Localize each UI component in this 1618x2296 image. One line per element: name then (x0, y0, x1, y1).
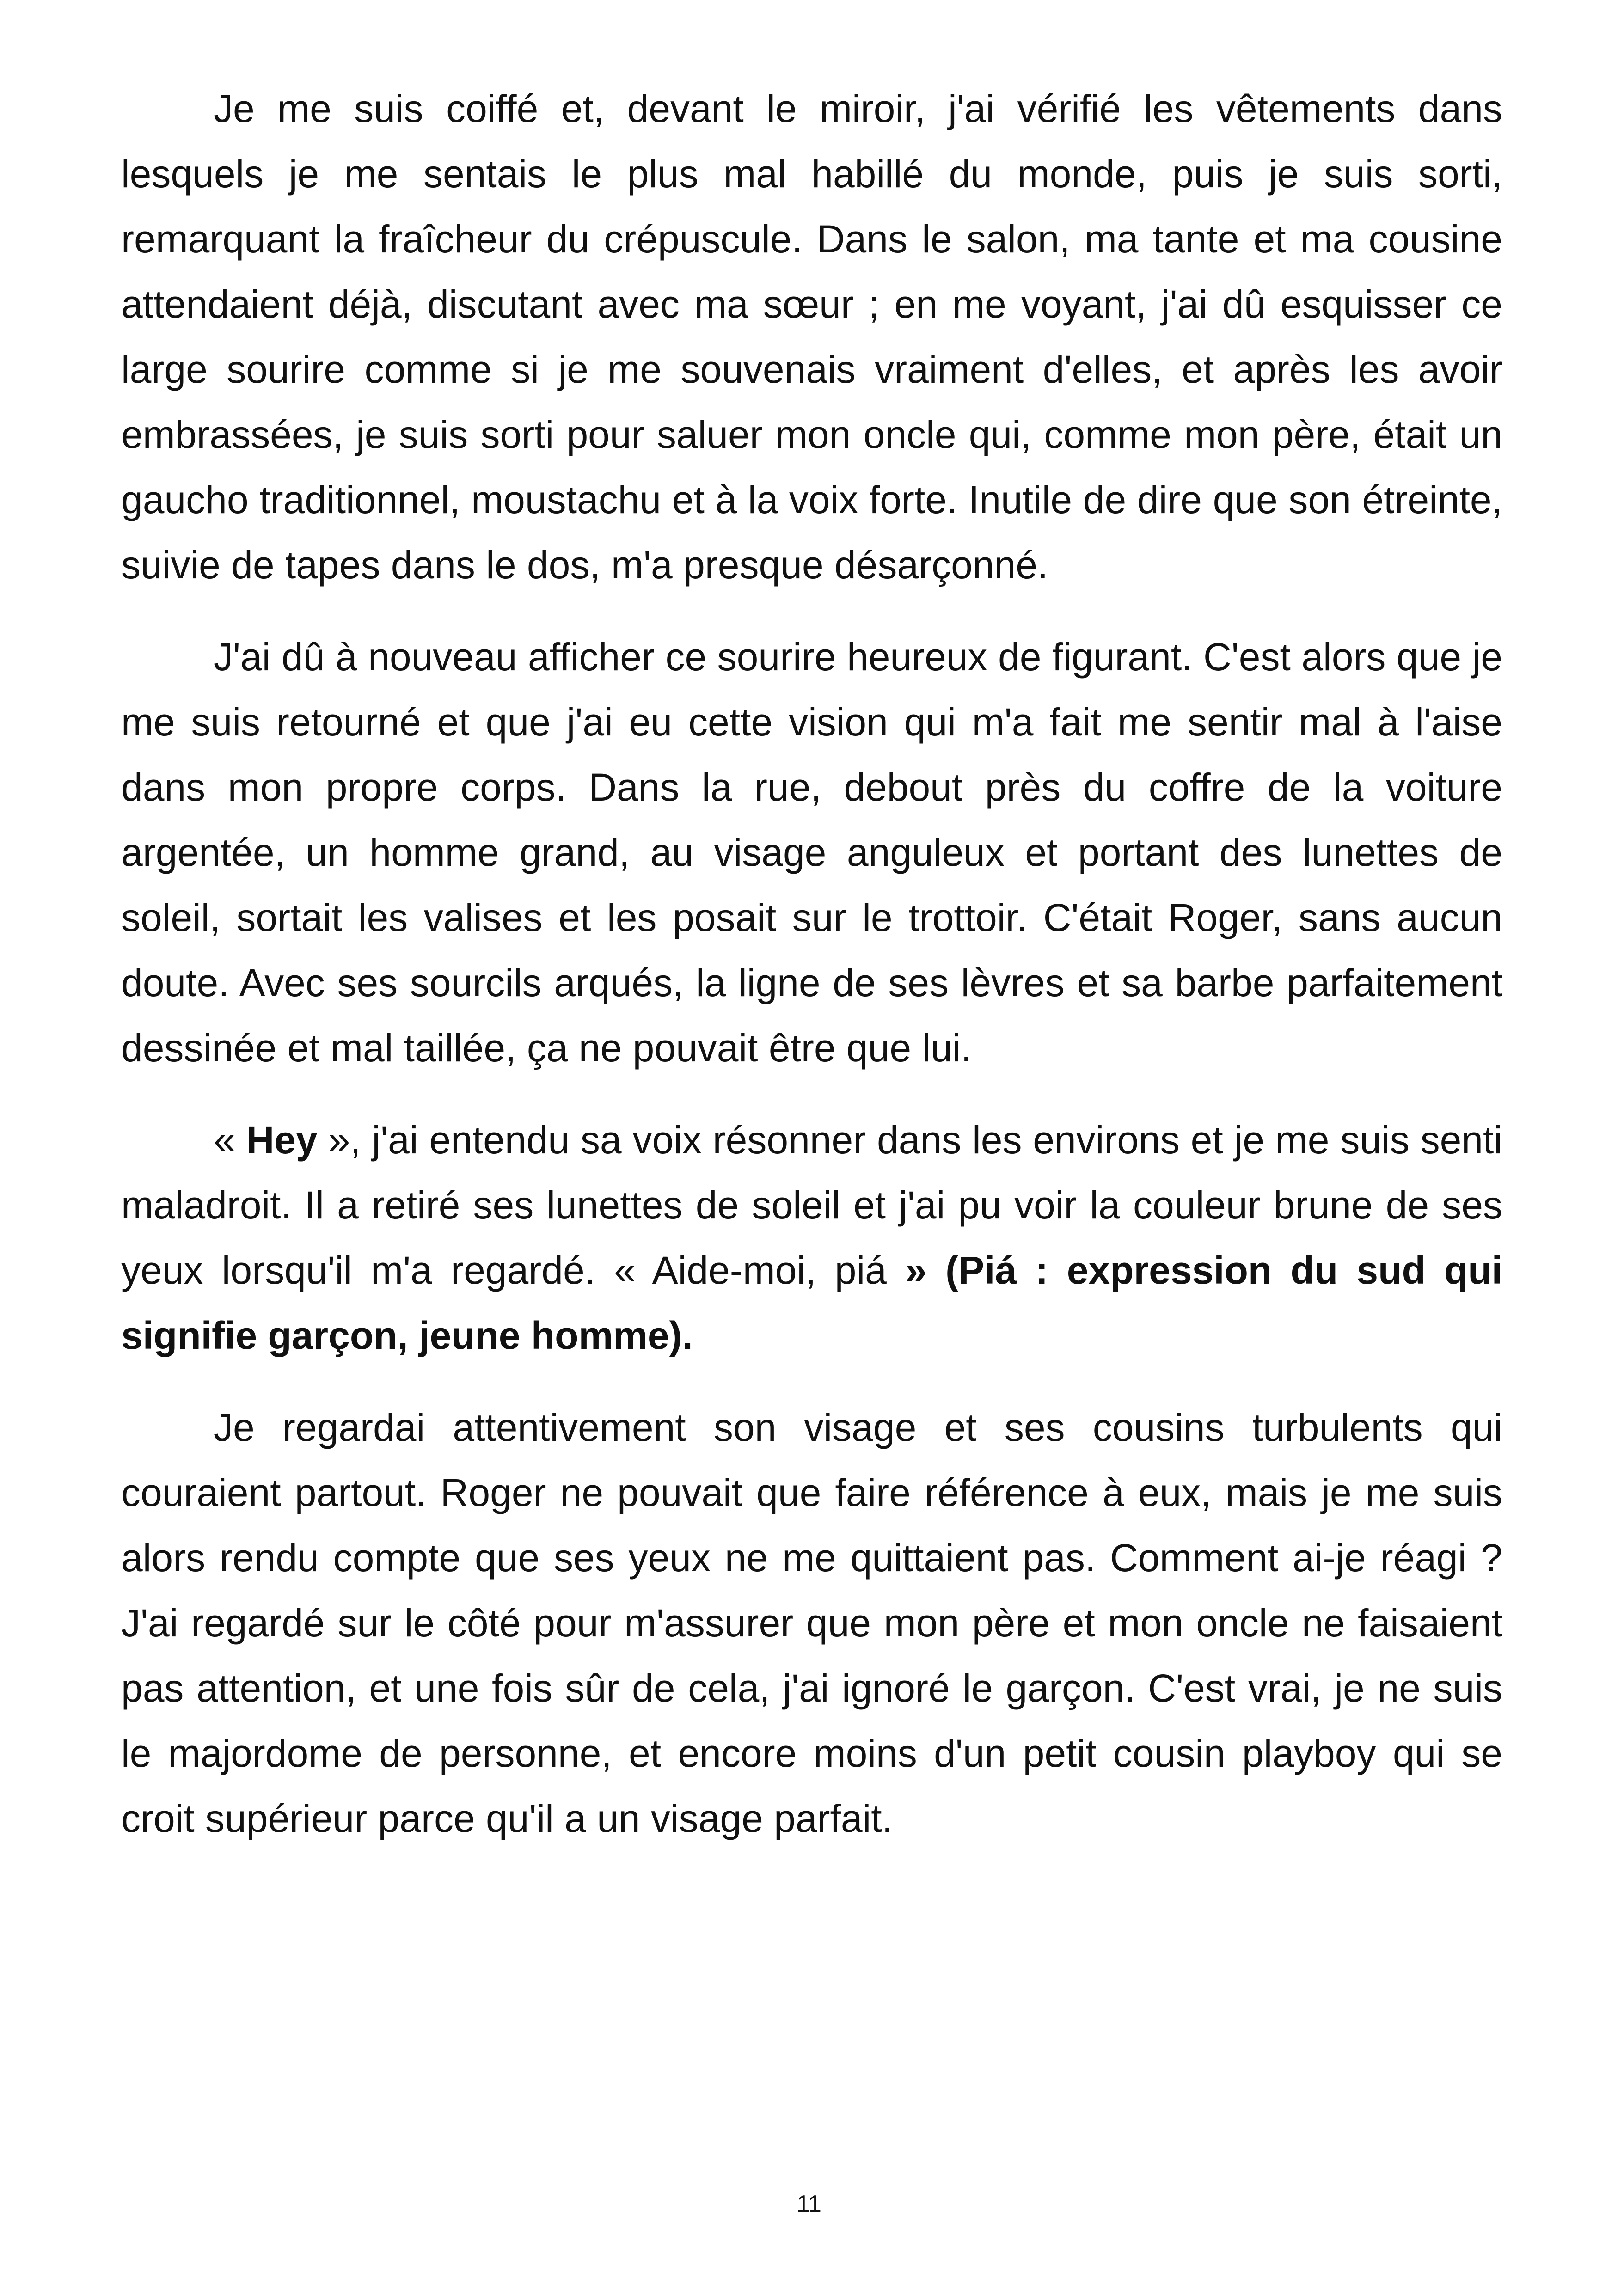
page-number: 11 (797, 2191, 821, 2217)
paragraph-1: Je me suis coiffé et, devant le miroir, j'ai vérifié les vêtements dans lesquels je me sentais le plus mal habillé du monde, puis je suis sorti, remarquant la fraîcheur du crépuscule. Dans le salon, ma tante et ma cousine attendaient déjà, discutant avec ma sœur ; en me voyant, j'ai dû esquisser ce large sourire comme si je me souvenais vraiment d'elles, et après les avoir embrassées, je suis sorti pour saluer mon oncle qui, comme mon père, était un gaucho traditionnel, moustachu et à la voix forte. Inutile de dire que son étreinte, suivie de tapes dans le dos, m'a presque désarçonné. (121, 87, 1502, 587)
paragraph-3 (121, 1108, 1502, 1368)
pia-definition: » (Piá : expression du sud qui signifie garçon, jeune homme). (121, 1249, 1502, 1357)
hey-word: Hey (246, 1118, 318, 1162)
body-text (121, 76, 1502, 1878)
paragraph-3-body: », j'ai entendu sa voix résonner dans les environs et je me suis senti maladroit. Il a retiré ses lunettes de soleil et j'ai pu voir la couleur brune de ses yeux lorsqu'il m'a regardé. « Aide-moi, piá (121, 1118, 1502, 1292)
paragraph-4: Je regardai attentivement son visage et ses cousins turbulents qui couraient partout. Roger ne pouvait que faire référence à eux, mais je me suis alors rendu compte que ses yeux ne me quittaient pas. Comment ai-je réagi ? J'ai regardé sur le côté pour m'assurer que mon père et mon oncle ne faisaient pas attention, et une fois sûr de cela, j'ai ignoré le garçon. C'est vrai, je ne suis le majordome de personne, et encore moins d'un petit cousin playboy qui se croit supérieur parce qu'il a un visage parfait. (121, 1406, 1502, 1840)
open-quote: « (214, 1118, 246, 1162)
paragraph-2: J'ai dû à nouveau afficher ce sourire heureux de figurant. C'est alors que je me suis retourné et que j'ai eu cette vision qui m'a fait me sentir mal à l'aise dans mon propre corps. Dans la rue, debout près du coffre de la voiture argentée, un homme grand, au visage anguleux et portant des lunettes de soleil, sortait les valises et les posait sur le trottoir. C'était Roger, sans aucun doute. Avec ses sourcils arqués, la ligne de ses lèvres et sa barbe parfaitement dessinée et mal taillée, ça ne pouvait être que lui. (121, 635, 1502, 1070)
